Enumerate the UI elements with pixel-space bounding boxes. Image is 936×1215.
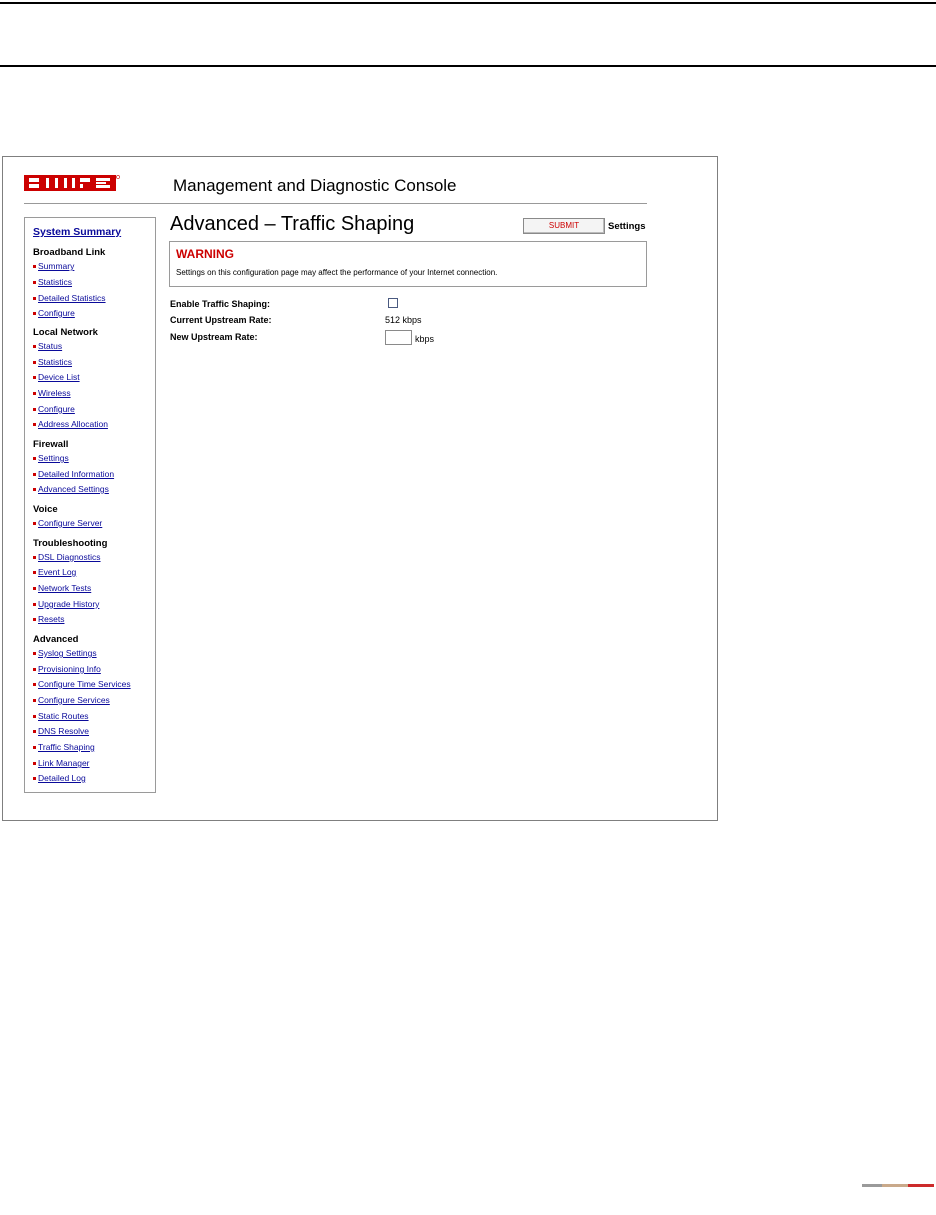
bullet-icon	[33, 587, 36, 590]
warning-title: WARNING	[176, 247, 234, 261]
bullet-icon	[33, 361, 36, 364]
bullet-icon	[33, 488, 36, 491]
bullet-icon	[33, 423, 36, 426]
sidebar-item-detailed-log[interactable]: Detailed Log	[33, 773, 86, 783]
bullet-icon	[33, 683, 36, 686]
new-upstream-rate-unit: kbps	[415, 334, 435, 344]
sidebar-nav	[24, 217, 156, 793]
bullet-icon	[33, 376, 36, 379]
sidebar-item-firewall-advanced-settings[interactable]: Advanced Settings	[33, 484, 109, 494]
new-upstream-rate-label: New Upstream Rate:	[170, 332, 258, 342]
bullet-icon	[33, 265, 36, 268]
sidebar-item-lan-configure[interactable]: Configure	[33, 404, 75, 414]
console-header-divider	[24, 203, 647, 204]
sidebar-item-broadband-statistics[interactable]: Statistics	[33, 277, 72, 287]
submit-button[interactable]: SUBMIT	[523, 218, 605, 234]
bullet-icon	[33, 556, 36, 559]
sidebar-item-lan-address-allocation[interactable]: Address Allocation	[33, 419, 108, 429]
bullet-icon	[33, 699, 36, 702]
footer-bar-red	[908, 1184, 934, 1187]
sidebar-item-dns-resolve[interactable]: DNS Resolve	[33, 726, 89, 736]
footer-bar-tan	[882, 1184, 908, 1187]
bullet-icon	[33, 777, 36, 780]
sidebar-section-firewall: Firewall	[33, 439, 69, 450]
sidebar-item-static-routes[interactable]: Static Routes	[33, 711, 89, 721]
sidebar-item-lan-status[interactable]: Status	[33, 341, 62, 351]
bullet-icon	[33, 730, 36, 733]
sidebar-section-broadband-link: Broadband Link	[33, 247, 106, 258]
sidebar-section-local-network: Local Network	[33, 327, 98, 338]
bullet-icon	[33, 652, 36, 655]
current-upstream-rate-value: 512 kbps	[385, 315, 422, 325]
sidebar-item-lan-device-list[interactable]: Device List	[33, 372, 80, 382]
bullet-icon	[33, 618, 36, 621]
sidebar-item-lan-wireless[interactable]: Wireless	[33, 388, 71, 398]
sidebar-section-advanced: Advanced	[33, 634, 79, 645]
bullet-icon	[33, 297, 36, 300]
sidebar-item-firewall-detailed-information[interactable]: Detailed Information	[33, 469, 114, 479]
bullet-icon	[33, 762, 36, 765]
warning-text: Settings on this configuration page may affect the performance of your Internet connection.	[176, 268, 498, 277]
sidebar-item-lan-statistics[interactable]: Statistics	[33, 357, 72, 367]
top-rule	[0, 2, 936, 4]
sidebar-item-traffic-shaping[interactable]: Traffic Shaping	[33, 742, 95, 752]
sidebar-item-link-manager[interactable]: Link Manager	[33, 758, 90, 768]
bullet-icon	[33, 345, 36, 348]
warning-box	[169, 241, 647, 287]
bullet-icon	[33, 281, 36, 284]
2wire-logo	[24, 173, 120, 193]
bullet-icon	[33, 522, 36, 525]
sidebar-item-resets[interactable]: Resets	[33, 614, 64, 624]
sidebar-item-broadband-summary[interactable]: Summary	[33, 261, 74, 271]
sidebar-item-configure-time-services[interactable]: Configure Time Services	[33, 679, 131, 689]
sidebar-item-network-tests[interactable]: Network Tests	[33, 583, 91, 593]
sidebar-item-upgrade-history[interactable]: Upgrade History	[33, 599, 99, 609]
bullet-icon	[33, 473, 36, 476]
sidebar-item-voice-configure-server[interactable]: Configure Server	[33, 518, 102, 528]
sidebar-item-firewall-settings[interactable]: Settings	[33, 453, 69, 463]
sidebar-item-broadband-configure[interactable]: Configure	[33, 308, 75, 318]
bullet-icon	[33, 603, 36, 606]
enable-traffic-shaping-label: Enable Traffic Shaping:	[170, 299, 271, 309]
sidebar-link-system-summary[interactable]: System Summary	[33, 226, 122, 238]
bullet-icon	[33, 571, 36, 574]
header-rule	[0, 65, 936, 67]
bullet-icon	[33, 312, 36, 315]
current-upstream-rate-label: Current Upstream Rate:	[170, 315, 272, 325]
sidebar-item-syslog-settings[interactable]: Syslog Settings	[33, 648, 97, 658]
bullet-icon	[33, 457, 36, 460]
sidebar-item-configure-services[interactable]: Configure Services	[33, 695, 110, 705]
sidebar-item-provisioning-info[interactable]: Provisioning Info	[33, 664, 101, 674]
sidebar-section-voice: Voice	[33, 504, 58, 515]
enable-traffic-shaping-checkbox[interactable]	[388, 298, 398, 308]
sidebar-item-broadband-detailed-statistics[interactable]: Detailed Statistics	[33, 293, 106, 303]
console-title: Management and Diagnostic Console	[173, 176, 457, 195]
settings-label: Settings	[608, 221, 646, 232]
bullet-icon	[33, 746, 36, 749]
sidebar-section-troubleshooting: Troubleshooting	[33, 538, 108, 549]
sidebar-item-dsl-diagnostics[interactable]: DSL Diagnostics	[33, 552, 101, 562]
footer-bar-gray	[862, 1184, 882, 1187]
bullet-icon	[33, 668, 36, 671]
bullet-icon	[33, 392, 36, 395]
console-screenshot-frame	[2, 156, 718, 821]
bullet-icon	[33, 408, 36, 411]
bullet-icon	[33, 715, 36, 718]
page-title: Advanced – Traffic Shaping	[170, 213, 415, 235]
new-upstream-rate-input[interactable]	[385, 330, 412, 345]
sidebar-item-event-log[interactable]: Event Log	[33, 567, 76, 577]
